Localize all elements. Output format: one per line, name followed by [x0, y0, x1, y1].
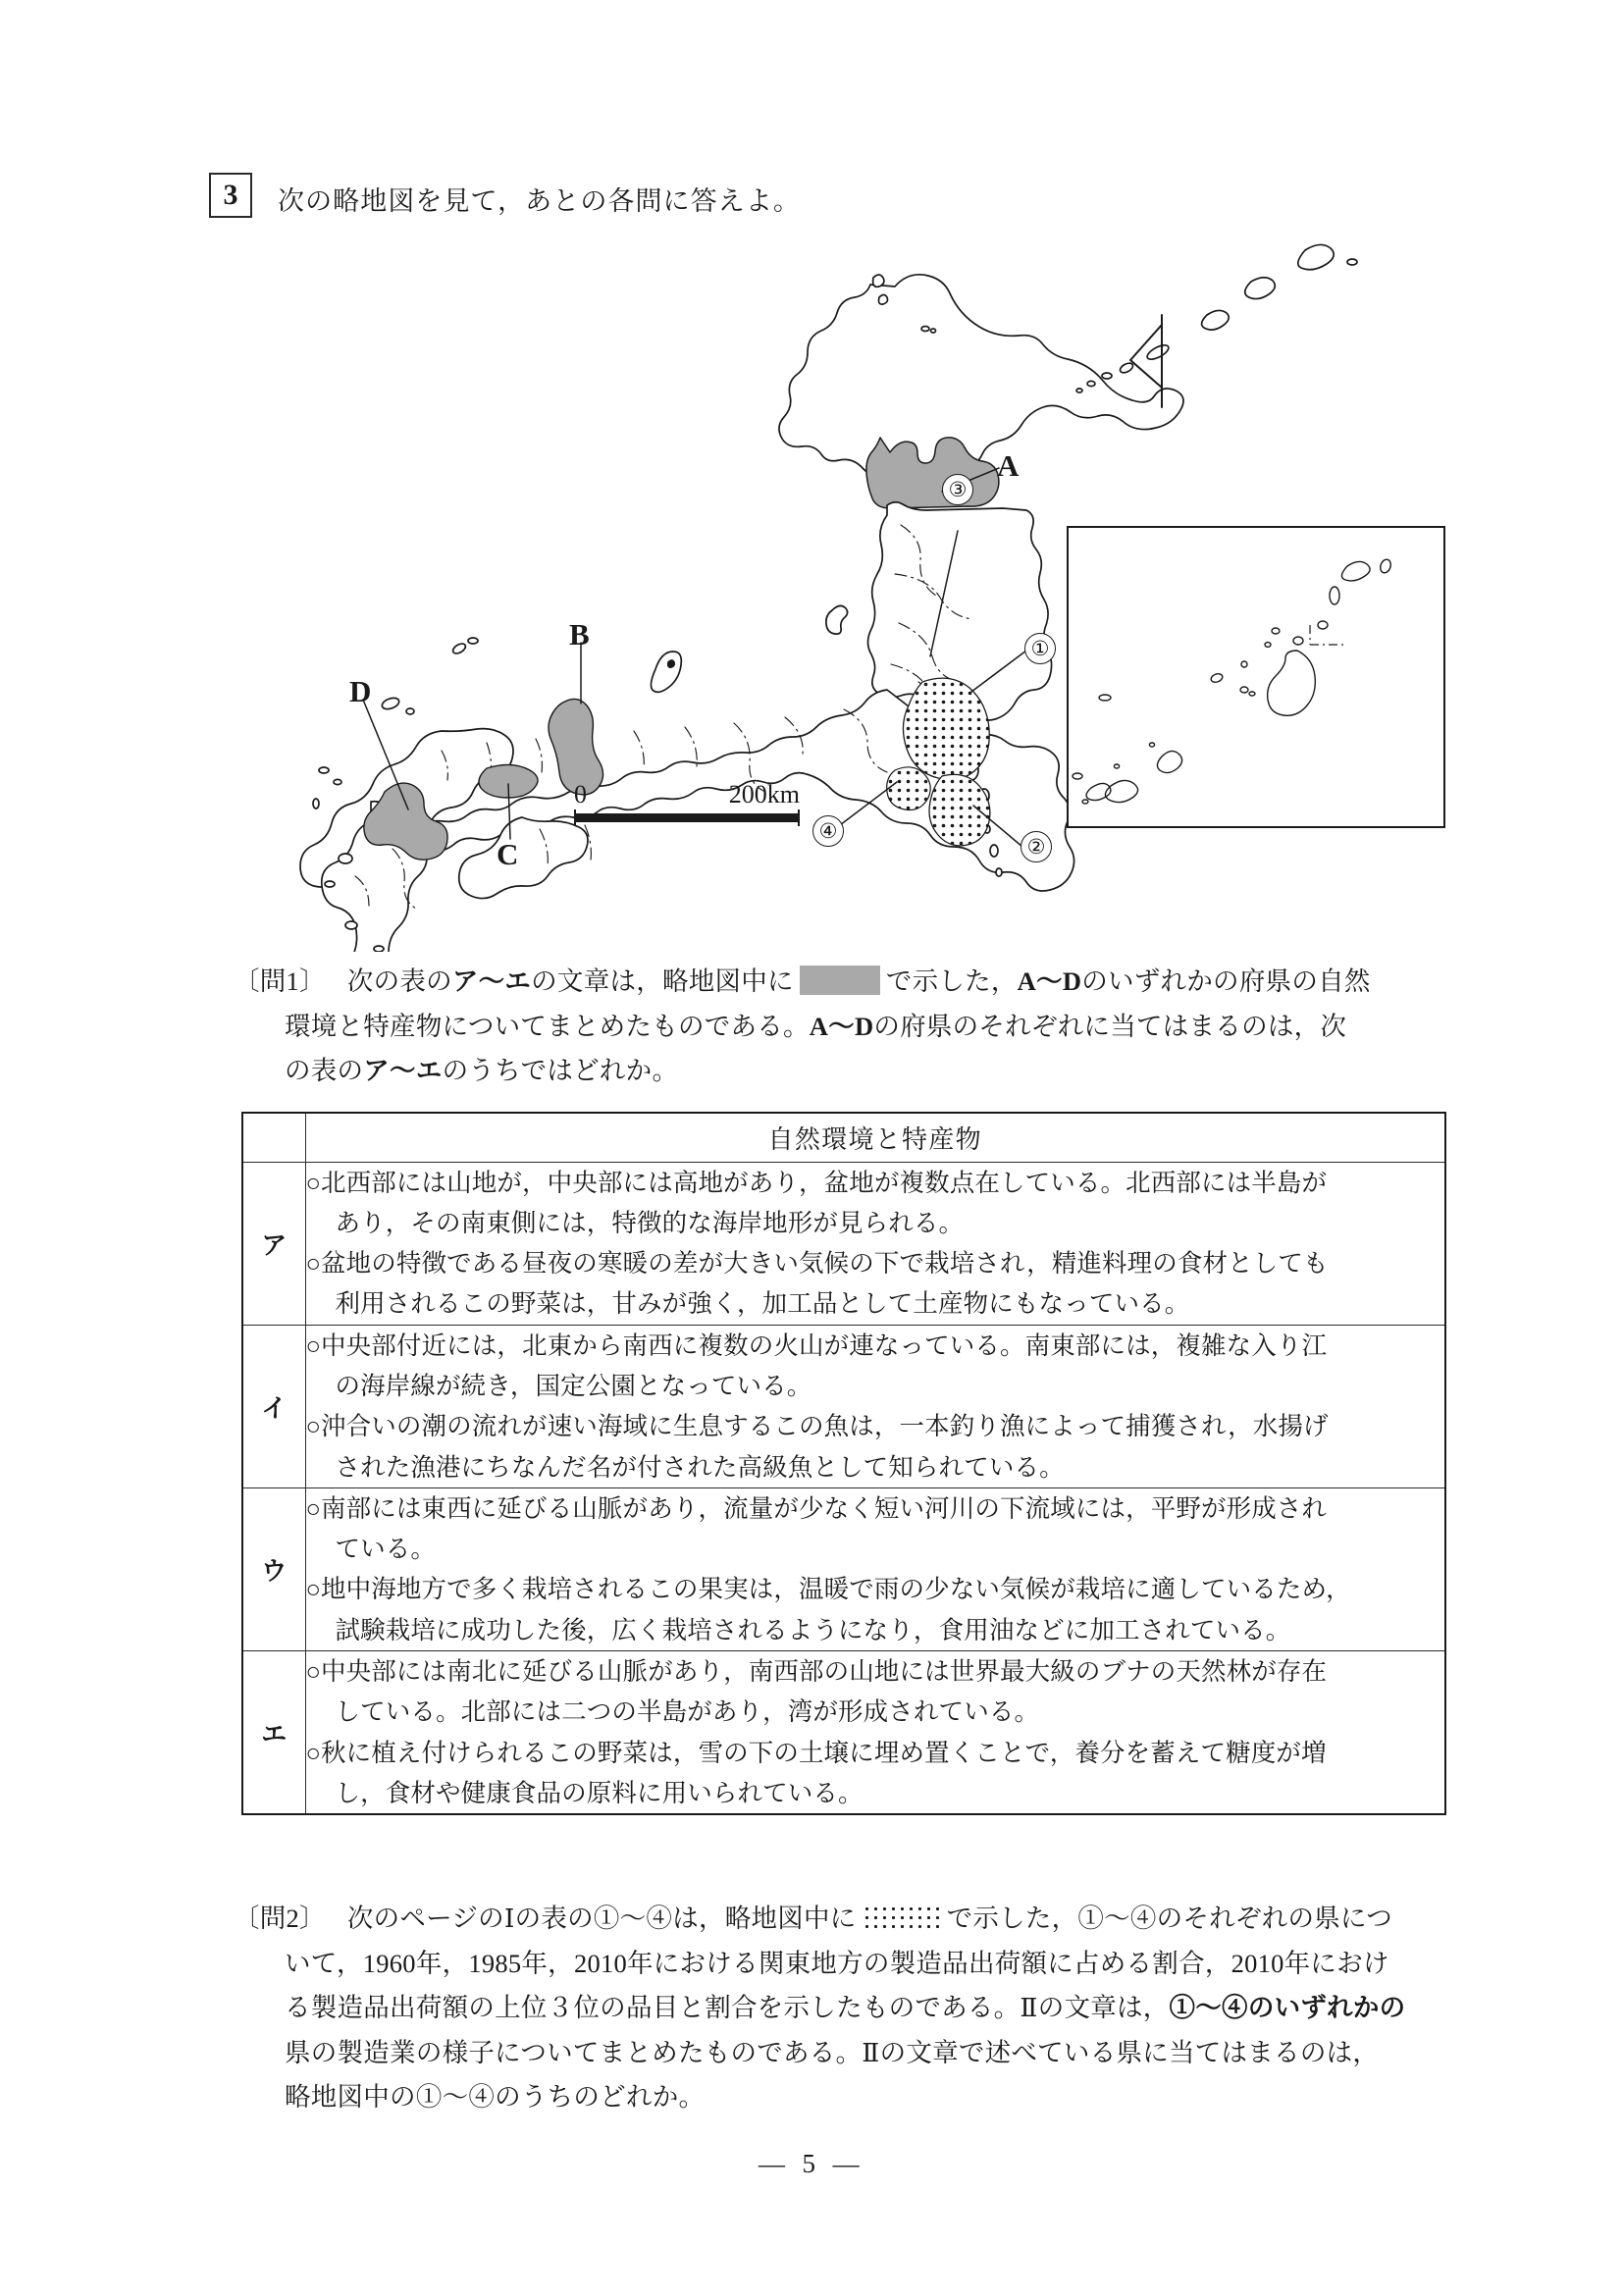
problem1-l3b: ア～エ: [363, 1056, 443, 1086]
page-number: — 5 —: [759, 2149, 864, 2178]
row-i-item2-line1: ○沖合いの潮の流れが速い海域に生息するこの魚は，一本釣り漁によって捕獲され，水揚げ: [305, 1412, 1329, 1441]
row-i-item1-line1: ○中央部付近には，北東から南西に複数の火山が連なっている。南東部には，複雑な入り江: [305, 1331, 1328, 1360]
row-i-item1-line2: の海岸線が続き，国定公園となっている。: [335, 1371, 812, 1400]
problem1-l1b: ア～エ: [451, 966, 532, 996]
table-rowkey-a: ア: [242, 1162, 305, 1325]
gray-swatch-icon: [800, 965, 880, 995]
table-row: [242, 1162, 1445, 1325]
nature-products-table: [241, 1112, 1446, 1815]
problem2-block: [234, 1897, 1460, 2120]
problem2-l3a: る製造品出荷額の上位３位の品目と割合を示したものである。Ⅱの文章は，: [285, 1993, 1170, 2023]
map-scale-bar: [574, 780, 800, 822]
map-number-3: ③: [942, 474, 973, 505]
problem2-l2: いて，1960年，1985年，2010年における関東地方の製造品出荷額に占める割合，2010年におけ: [285, 1948, 1389, 1978]
scale-distance-label: 200km: [728, 780, 800, 809]
table-row: [242, 1325, 1445, 1487]
map-number-4: ④: [812, 815, 844, 847]
row-a-item2-line1: ○盆地の特徴である昼夜の寒暖の差が大きい気候の下で栽培され，精進料理の食材としても: [305, 1249, 1329, 1278]
problem2-marker: 〔問2〕: [234, 1904, 326, 1933]
table-rowkey-i: イ: [242, 1325, 305, 1487]
problem1-l1f: のいずれかの府県の自然: [1081, 966, 1371, 996]
row-u-item2-line1: ○地中海地方で多く栽培されるこの果実は，温暖で雨の少ない気候が栽培に適しているため，: [305, 1575, 1351, 1604]
problem1-l1d: で示した，: [885, 966, 1018, 996]
table-row: [242, 1651, 1445, 1815]
problem1-l2c: の府県のそれぞれに当てはまるのは，次: [873, 1011, 1347, 1041]
problem2-l4: 県の製造業の様子についてまとめたものである。Ⅱの文章で述べている県に当てはまるのは，: [285, 2037, 1380, 2067]
question-prompt: 次の略地図を見て，あとの各問に答えよ。: [278, 186, 801, 216]
problem1-l1e: A～D: [1017, 966, 1082, 996]
problem2-l1b: で示した，①～④のそれぞれの県につ: [946, 1904, 1393, 1933]
problem1-l1c: の文章は，略地図中に: [531, 966, 794, 996]
map-label-B: B: [569, 617, 590, 652]
row-e-item2-line2: し，食材や健康食品の原料に用いられている。: [335, 1778, 864, 1807]
table-rowbody-e: [305, 1651, 1445, 1815]
problem2-l5: 略地図中の①～④のうちのどれか。: [285, 2082, 706, 2113]
map-label-D: D: [349, 674, 372, 708]
table-rowkey-u: ウ: [242, 1487, 305, 1650]
row-u-item2-line2: 試験栽培に成功した後，広く栽培されるようになり，食用油などに加工されている。: [335, 1615, 1291, 1644]
scale-bar-graphic: [574, 813, 800, 822]
row-e-item2-line1: ○秋に植え付けられるこの野菜は，雪の下の土壌に埋め置くことで，養分を蓄えて糖度が増: [305, 1738, 1327, 1767]
row-u-item1-line2: ている。: [335, 1535, 437, 1564]
nansei-islands-inset-box: [1068, 527, 1444, 827]
row-u-item1-line1: ○南部には東西に延びる山脈があり，流量が少なく短い河川の下流域には，平野が形成され: [305, 1493, 1328, 1523]
problem1-block: [234, 960, 1460, 1094]
map-label-A: A: [997, 448, 1020, 483]
table-rowbody-i: [305, 1325, 1445, 1487]
problem1-marker: 〔問1〕: [234, 966, 326, 996]
question-number-box: 3: [209, 173, 252, 218]
row-i-item2-line2: された漁港にちなんだ名が付された高級魚として知られている。: [335, 1452, 1065, 1482]
map-svg: [294, 221, 1472, 952]
problem1-l2a: 環境と特産物についてまとめたものである。: [285, 1011, 810, 1041]
problem2-l3b: ①～④のいずれかの: [1169, 1993, 1406, 2023]
problem1-l2b: A～D: [809, 1011, 874, 1041]
table-row: [242, 1487, 1445, 1650]
map-label-C: C: [497, 837, 519, 871]
table-rowbody-a: [305, 1162, 1445, 1325]
map-number-2: ②: [1021, 831, 1052, 862]
row-e-item1-line2: している。北部には二つの半島があり，湾が形成されている。: [335, 1697, 1040, 1727]
question-header: [209, 173, 801, 218]
row-a-item1-line1: ○北西部には山地が，中央部には高地があり，盆地が複数点在している。北西部には半島が: [305, 1168, 1328, 1197]
problem1-l3c: のうちではどれか。: [442, 1056, 679, 1086]
row-a-item2-line2: 利用されるこの野菜は，甘みが強く，加工品として土産物にもなっている。: [335, 1289, 1190, 1319]
map-number-1: ①: [1024, 633, 1056, 664]
japan-outline-map: [294, 221, 1472, 952]
table-rowbody-u: [305, 1487, 1445, 1650]
table-rowkey-e: エ: [242, 1651, 305, 1815]
row-a-item1-line2: あり，その南東側には，特徴的な海岸地形が見られる。: [335, 1208, 965, 1237]
problem1-l3a: の表の: [285, 1056, 364, 1086]
row-e-item1-line1: ○中央部には南北に延びる山脈があり，南西部の山地には世界最大級のブナの天然林が存在: [305, 1657, 1328, 1687]
dotted-swatch-icon: [863, 1905, 941, 1932]
scale-zero-label: 0: [574, 780, 587, 809]
table-corner-cell: [242, 1113, 305, 1162]
table-header-label: 自然環境と特産物: [305, 1113, 1445, 1162]
problem2-l1a: 次のページのⅠの表の①～④は，略地図中に: [346, 1904, 857, 1933]
problem1-l1a: 次の表の: [346, 966, 452, 996]
table-header-row: [242, 1113, 1445, 1162]
